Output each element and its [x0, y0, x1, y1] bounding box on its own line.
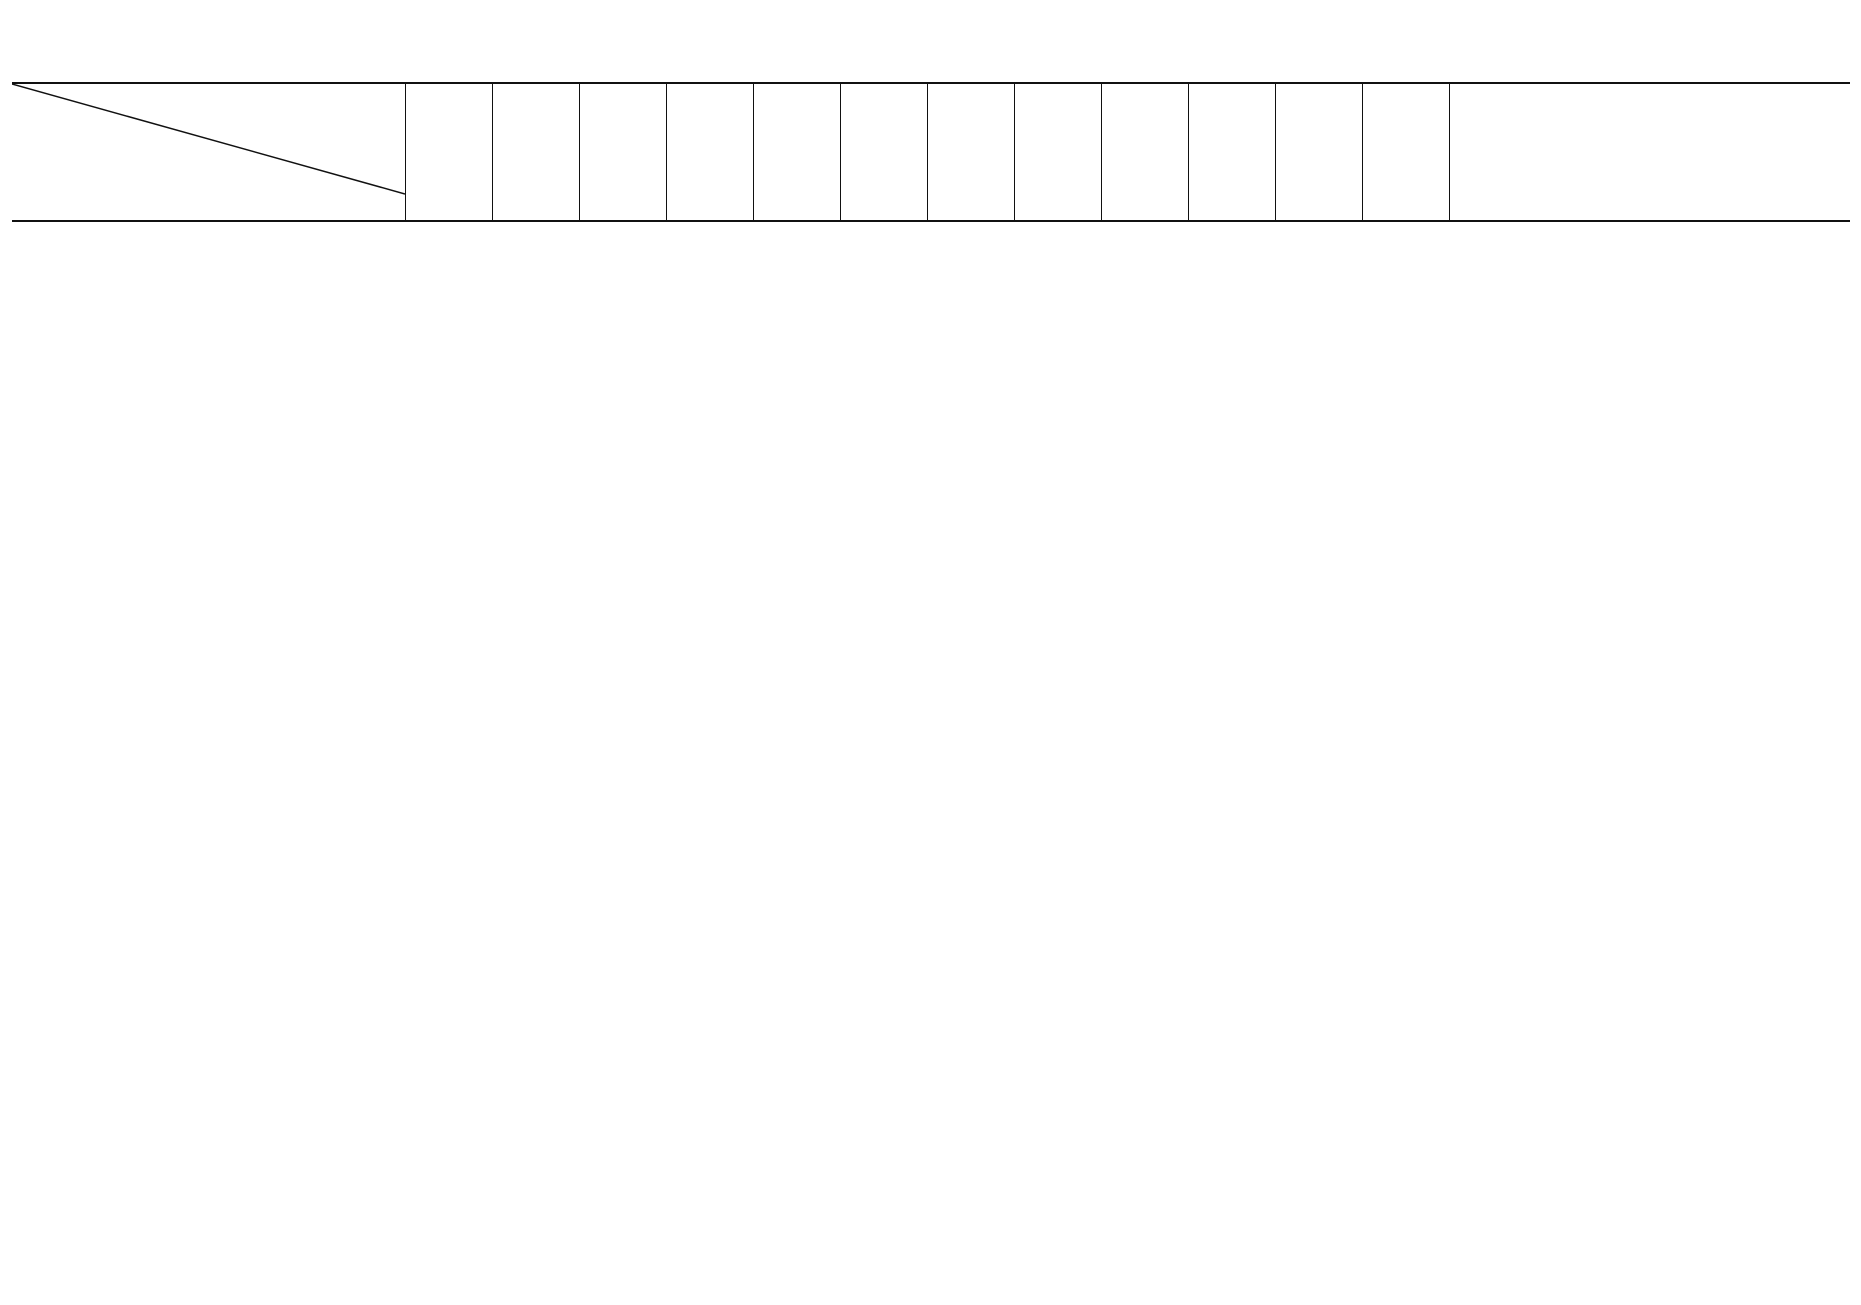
year-header	[753, 83, 840, 221]
year-header	[579, 83, 666, 221]
diagonal-divider	[12, 84, 405, 220]
year-header	[840, 83, 927, 221]
year-header	[492, 83, 579, 221]
year-header	[1449, 83, 1850, 221]
postal-expenditure-table	[12, 82, 1850, 222]
year-header	[405, 83, 492, 221]
year-header	[1101, 83, 1188, 221]
header-row	[12, 83, 1850, 221]
year-header	[1275, 83, 1362, 221]
year-header	[1362, 83, 1449, 221]
corner-header-cell	[12, 83, 405, 221]
year-header	[1014, 83, 1101, 221]
year-header	[1188, 83, 1275, 221]
year-header	[666, 83, 753, 221]
data-table-frame	[12, 82, 1850, 222]
year-header	[927, 83, 1014, 221]
